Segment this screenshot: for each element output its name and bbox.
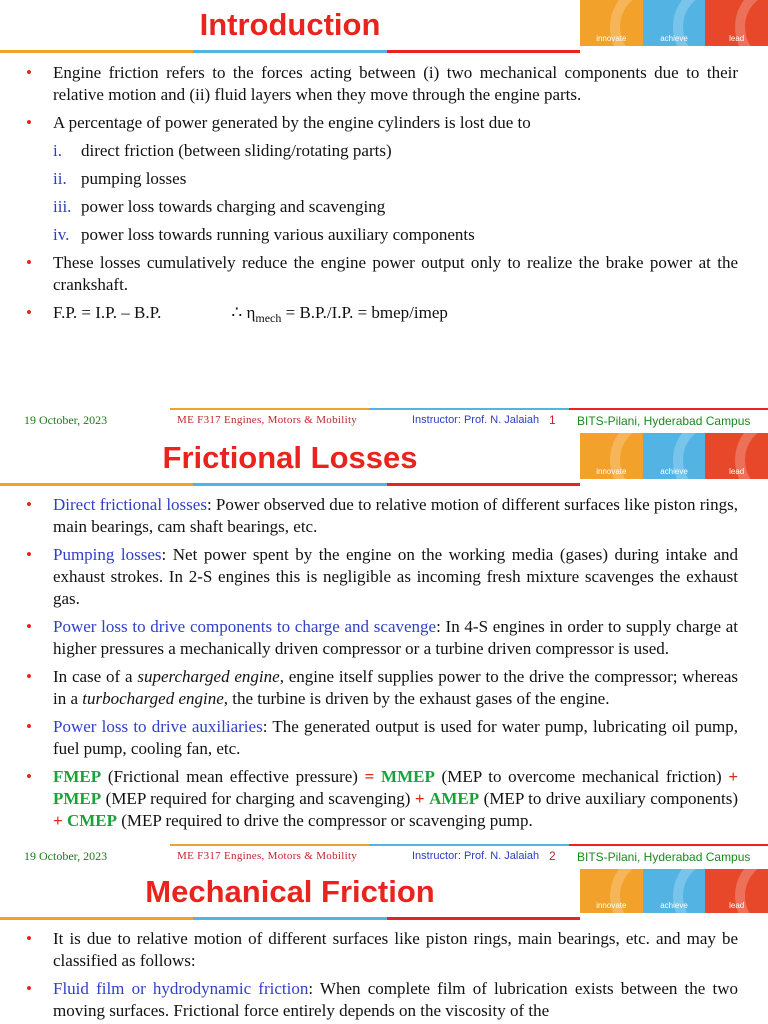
title-underline <box>0 50 580 53</box>
sub-item: iv. power loss towards running various auxiliary components <box>53 225 475 244</box>
footer-instructor: Instructor: Prof. N. Jalaiah <box>412 414 540 426</box>
slide-title: Introduction <box>199 7 381 42</box>
banner-achieve: achieve <box>643 869 706 913</box>
formula-item: • F.P. = I.P. – B.P. ∴ $\eta_{mech} = B.P./I.P$. = bmep/imep <box>0 302 768 329</box>
list-item: • Fluid film or hydrodynamic friction: When complete film of lubrication exists between the two moving surfaces. Frictional force entirely depends on the viscosity of the <box>0 978 768 1022</box>
slide-title: Frictional Losses <box>162 440 418 475</box>
list-item: • These losses cumulatively reduce the engine power output only to realize the brake power at the crankshaft. <box>0 252 768 296</box>
footer-instructor: Instructor: Prof. N. Jalaiah <box>412 850 540 862</box>
brand-banner <box>580 869 768 913</box>
banner-innovate: innovate <box>580 433 643 479</box>
footer-date: 19 October, 2023 <box>24 413 108 427</box>
page-number: 1 <box>549 413 556 427</box>
page-number: 2 <box>549 849 556 863</box>
banner-lead: lead <box>705 433 768 479</box>
slide-title: Mechanical Friction <box>145 874 435 909</box>
list-item: • Direct frictional losses: Power observed due to relative motion of different surfaces like piston rings, main bearings, cam shaft bearings, etc. <box>0 494 768 538</box>
title-underline <box>0 483 580 486</box>
footer-course: ME F317 Engines, Motors & Mobility <box>177 414 358 426</box>
brand-banner <box>580 0 768 46</box>
slide-footer <box>0 409 768 433</box>
bullet-list <box>0 494 768 838</box>
list-item: • Engine friction refers to the forces acting between (i) two mechanical components due to their relative motion and (ii) fluid layers when they move through the engine parts. <box>0 62 768 106</box>
list-item: • Power loss to drive auxiliaries: The generated output is used for water pump, lubricating oil pump, fuel pump, cooling fan, etc. <box>0 716 768 760</box>
banner-lead: lead <box>705 869 768 913</box>
banner-innovate: innovate <box>580 869 643 913</box>
list-item: • Pumping losses: Net power spent by the engine on the working media (gases) during intake and exhaust strokes. In 2-S engines this is negligible as incoming fresh mixture scavenges the exhaust gas. <box>0 544 768 610</box>
footer-date: 19 October, 2023 <box>24 849 108 863</box>
title-underline <box>0 917 580 920</box>
sub-item: iii. power loss towards charging and scavenging <box>53 197 386 216</box>
banner-achieve: achieve <box>643 0 706 46</box>
banner-lead: lead <box>705 0 768 46</box>
banner-achieve: achieve <box>643 433 706 479</box>
footer-campus: BITS-Pilani, Hyderabad Campus <box>577 414 751 428</box>
banner-innovate: innovate <box>580 0 643 46</box>
list-item: • FMEP (Frictional mean effective pressure) = MMEP (MEP to overcome mechanical friction) + PMEP (MEP required for charging and scavenging) + AMEP (MEP to drive auxiliary components) + CMEP (MEP required to drive the compressor or scavenging pump. <box>0 766 768 832</box>
slide-footer <box>0 845 768 869</box>
footer-campus: BITS-Pilani, Hyderabad Campus <box>577 850 751 864</box>
sub-item: i. direct friction (between sliding/rotating parts) <box>53 141 392 160</box>
slide-mechanical-friction <box>0 869 768 1024</box>
list-item: • A percentage of power generated by the engine cylinders is lost due to <box>0 112 768 134</box>
sub-item: ii. pumping losses <box>53 169 187 188</box>
footer-course: ME F317 Engines, Motors & Mobility <box>177 850 358 862</box>
list-item: • It is due to relative motion of different surfaces like piston rings, main bearings, etc. and may be classified as follows: <box>0 928 768 972</box>
slide-frictional-losses <box>0 433 768 869</box>
bullet-list <box>0 928 768 1024</box>
slide-introduction <box>0 0 768 433</box>
list-item: • Power loss to drive components to charge and scavenge: In 4-S engines in order to supply charge at higher pressures a mechanically driven compressor or a turbine driven compressor is used. <box>0 616 768 660</box>
list-item: • In case of a supercharged engine, engine itself supplies power to the drive the compressor; whereas in a turbocharged engine, the turbine is driven by the exhaust gases of the engine. <box>0 666 768 710</box>
bullet-list <box>0 62 768 335</box>
brand-banner <box>580 433 768 479</box>
